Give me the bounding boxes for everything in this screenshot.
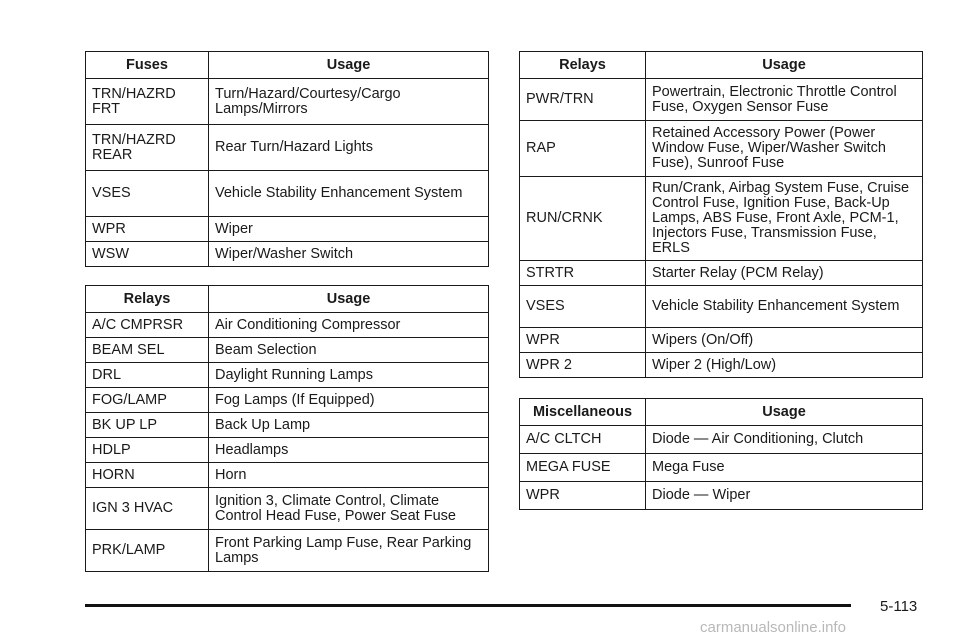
usage-cell: Wiper 2 (High/Low) — [646, 353, 923, 378]
table-header-row — [86, 52, 489, 79]
usage-cell: Wipers (On/Off) — [646, 328, 923, 353]
table-header-row — [86, 286, 489, 313]
table-row — [520, 426, 923, 454]
relays-table-left — [85, 285, 489, 572]
column-header: Usage — [209, 286, 489, 313]
relays-table-right — [519, 51, 923, 378]
fuse-name-cell: TRN/HAZRD FRT — [86, 79, 209, 125]
misc-name-cell: A/C CLTCH — [520, 426, 646, 454]
table-row — [86, 530, 489, 572]
table-row — [520, 482, 923, 510]
relay-name-cell: A/C CMPRSR — [86, 313, 209, 338]
column-header: Relays — [520, 52, 646, 79]
usage-cell: Vehicle Stability Enhancement System — [646, 286, 923, 328]
usage-cell: Mega Fuse — [646, 454, 923, 482]
usage-cell: Retained Accessory Power (Power Window Fuse, Wiper/Washer Switch Fuse), Sunroof Fuse — [646, 121, 923, 177]
table-row — [86, 488, 489, 530]
table-header-row — [520, 399, 923, 426]
table-row — [520, 454, 923, 482]
usage-cell: Wiper — [209, 217, 489, 242]
usage-cell: Ignition 3, Climate Control, Climate Control Head Fuse, Power Seat Fuse — [209, 488, 489, 530]
table-row — [520, 177, 923, 261]
relay-name-cell: BK UP LP — [86, 413, 209, 438]
fuses-table — [85, 51, 489, 267]
table-row — [86, 438, 489, 463]
page-number: 5-113 — [880, 598, 918, 615]
usage-cell: Rear Turn/Hazard Lights — [209, 125, 489, 171]
column-header: Usage — [646, 399, 923, 426]
misc-name-cell: WPR — [520, 482, 646, 510]
table-row — [520, 79, 923, 121]
usage-cell: Run/Crank, Airbag System Fuse, Cruise Control Fuse, Ignition Fuse, Back-Up Lamps, ABS Fuse, Front Axle, PCM-1, Injectors Fuse, Transmission Fuse, ERLS — [646, 177, 923, 261]
relay-name-cell: STRTR — [520, 261, 646, 286]
misc-name-cell: MEGA FUSE — [520, 454, 646, 482]
table-row — [520, 261, 923, 286]
relay-name-cell: IGN 3 HVAC — [86, 488, 209, 530]
usage-cell: Beam Selection — [209, 338, 489, 363]
relay-name-cell: RAP — [520, 121, 646, 177]
table-row — [86, 171, 489, 217]
column-header: Relays — [86, 286, 209, 313]
table-row — [86, 463, 489, 488]
relay-name-cell: HORN — [86, 463, 209, 488]
table-row — [86, 79, 489, 125]
usage-cell: Horn — [209, 463, 489, 488]
usage-cell: Starter Relay (PCM Relay) — [646, 261, 923, 286]
relay-name-cell: FOG/LAMP — [86, 388, 209, 413]
table-row — [86, 363, 489, 388]
column-header: Miscellaneous — [520, 399, 646, 426]
fuse-name-cell: WSW — [86, 242, 209, 267]
table-row — [86, 338, 489, 363]
usage-cell: Turn/Hazard/Courtesy/Cargo Lamps/Mirrors — [209, 79, 489, 125]
miscellaneous-table — [519, 398, 923, 510]
table-row — [86, 242, 489, 267]
table-row — [86, 413, 489, 438]
relay-name-cell: DRL — [86, 363, 209, 388]
table-row — [86, 217, 489, 242]
fuse-name-cell: VSES — [86, 171, 209, 217]
table-row — [86, 313, 489, 338]
column-header: Usage — [646, 52, 923, 79]
relay-name-cell: RUN/CRNK — [520, 177, 646, 261]
table-row — [86, 388, 489, 413]
relay-name-cell: PWR/TRN — [520, 79, 646, 121]
relay-name-cell: BEAM SEL — [86, 338, 209, 363]
table-row — [86, 125, 489, 171]
relay-name-cell: WPR — [520, 328, 646, 353]
relay-name-cell: WPR 2 — [520, 353, 646, 378]
relay-name-cell: VSES — [520, 286, 646, 328]
watermark: carmanualsonline.info — [700, 619, 846, 636]
table-row — [520, 328, 923, 353]
fuse-name-cell: TRN/HAZRD REAR — [86, 125, 209, 171]
table-row — [520, 353, 923, 378]
usage-cell: Wiper/Washer Switch — [209, 242, 489, 267]
table-row — [520, 286, 923, 328]
column-header: Usage — [209, 52, 489, 79]
usage-cell: Back Up Lamp — [209, 413, 489, 438]
table-row — [520, 121, 923, 177]
column-header: Fuses — [86, 52, 209, 79]
usage-cell: Diode — Air Conditioning, Clutch — [646, 426, 923, 454]
fuse-name-cell: WPR — [86, 217, 209, 242]
table-header-row — [520, 52, 923, 79]
usage-cell: Daylight Running Lamps — [209, 363, 489, 388]
footer-divider — [85, 604, 851, 607]
usage-cell: Headlamps — [209, 438, 489, 463]
usage-cell: Fog Lamps (If Equipped) — [209, 388, 489, 413]
usage-cell: Air Conditioning Compressor — [209, 313, 489, 338]
usage-cell: Diode — Wiper — [646, 482, 923, 510]
usage-cell: Front Parking Lamp Fuse, Rear Parking Lamps — [209, 530, 489, 572]
usage-cell: Vehicle Stability Enhancement System — [209, 171, 489, 217]
usage-cell: Powertrain, Electronic Throttle Control Fuse, Oxygen Sensor Fuse — [646, 79, 923, 121]
relay-name-cell: HDLP — [86, 438, 209, 463]
relay-name-cell: PRK/LAMP — [86, 530, 209, 572]
